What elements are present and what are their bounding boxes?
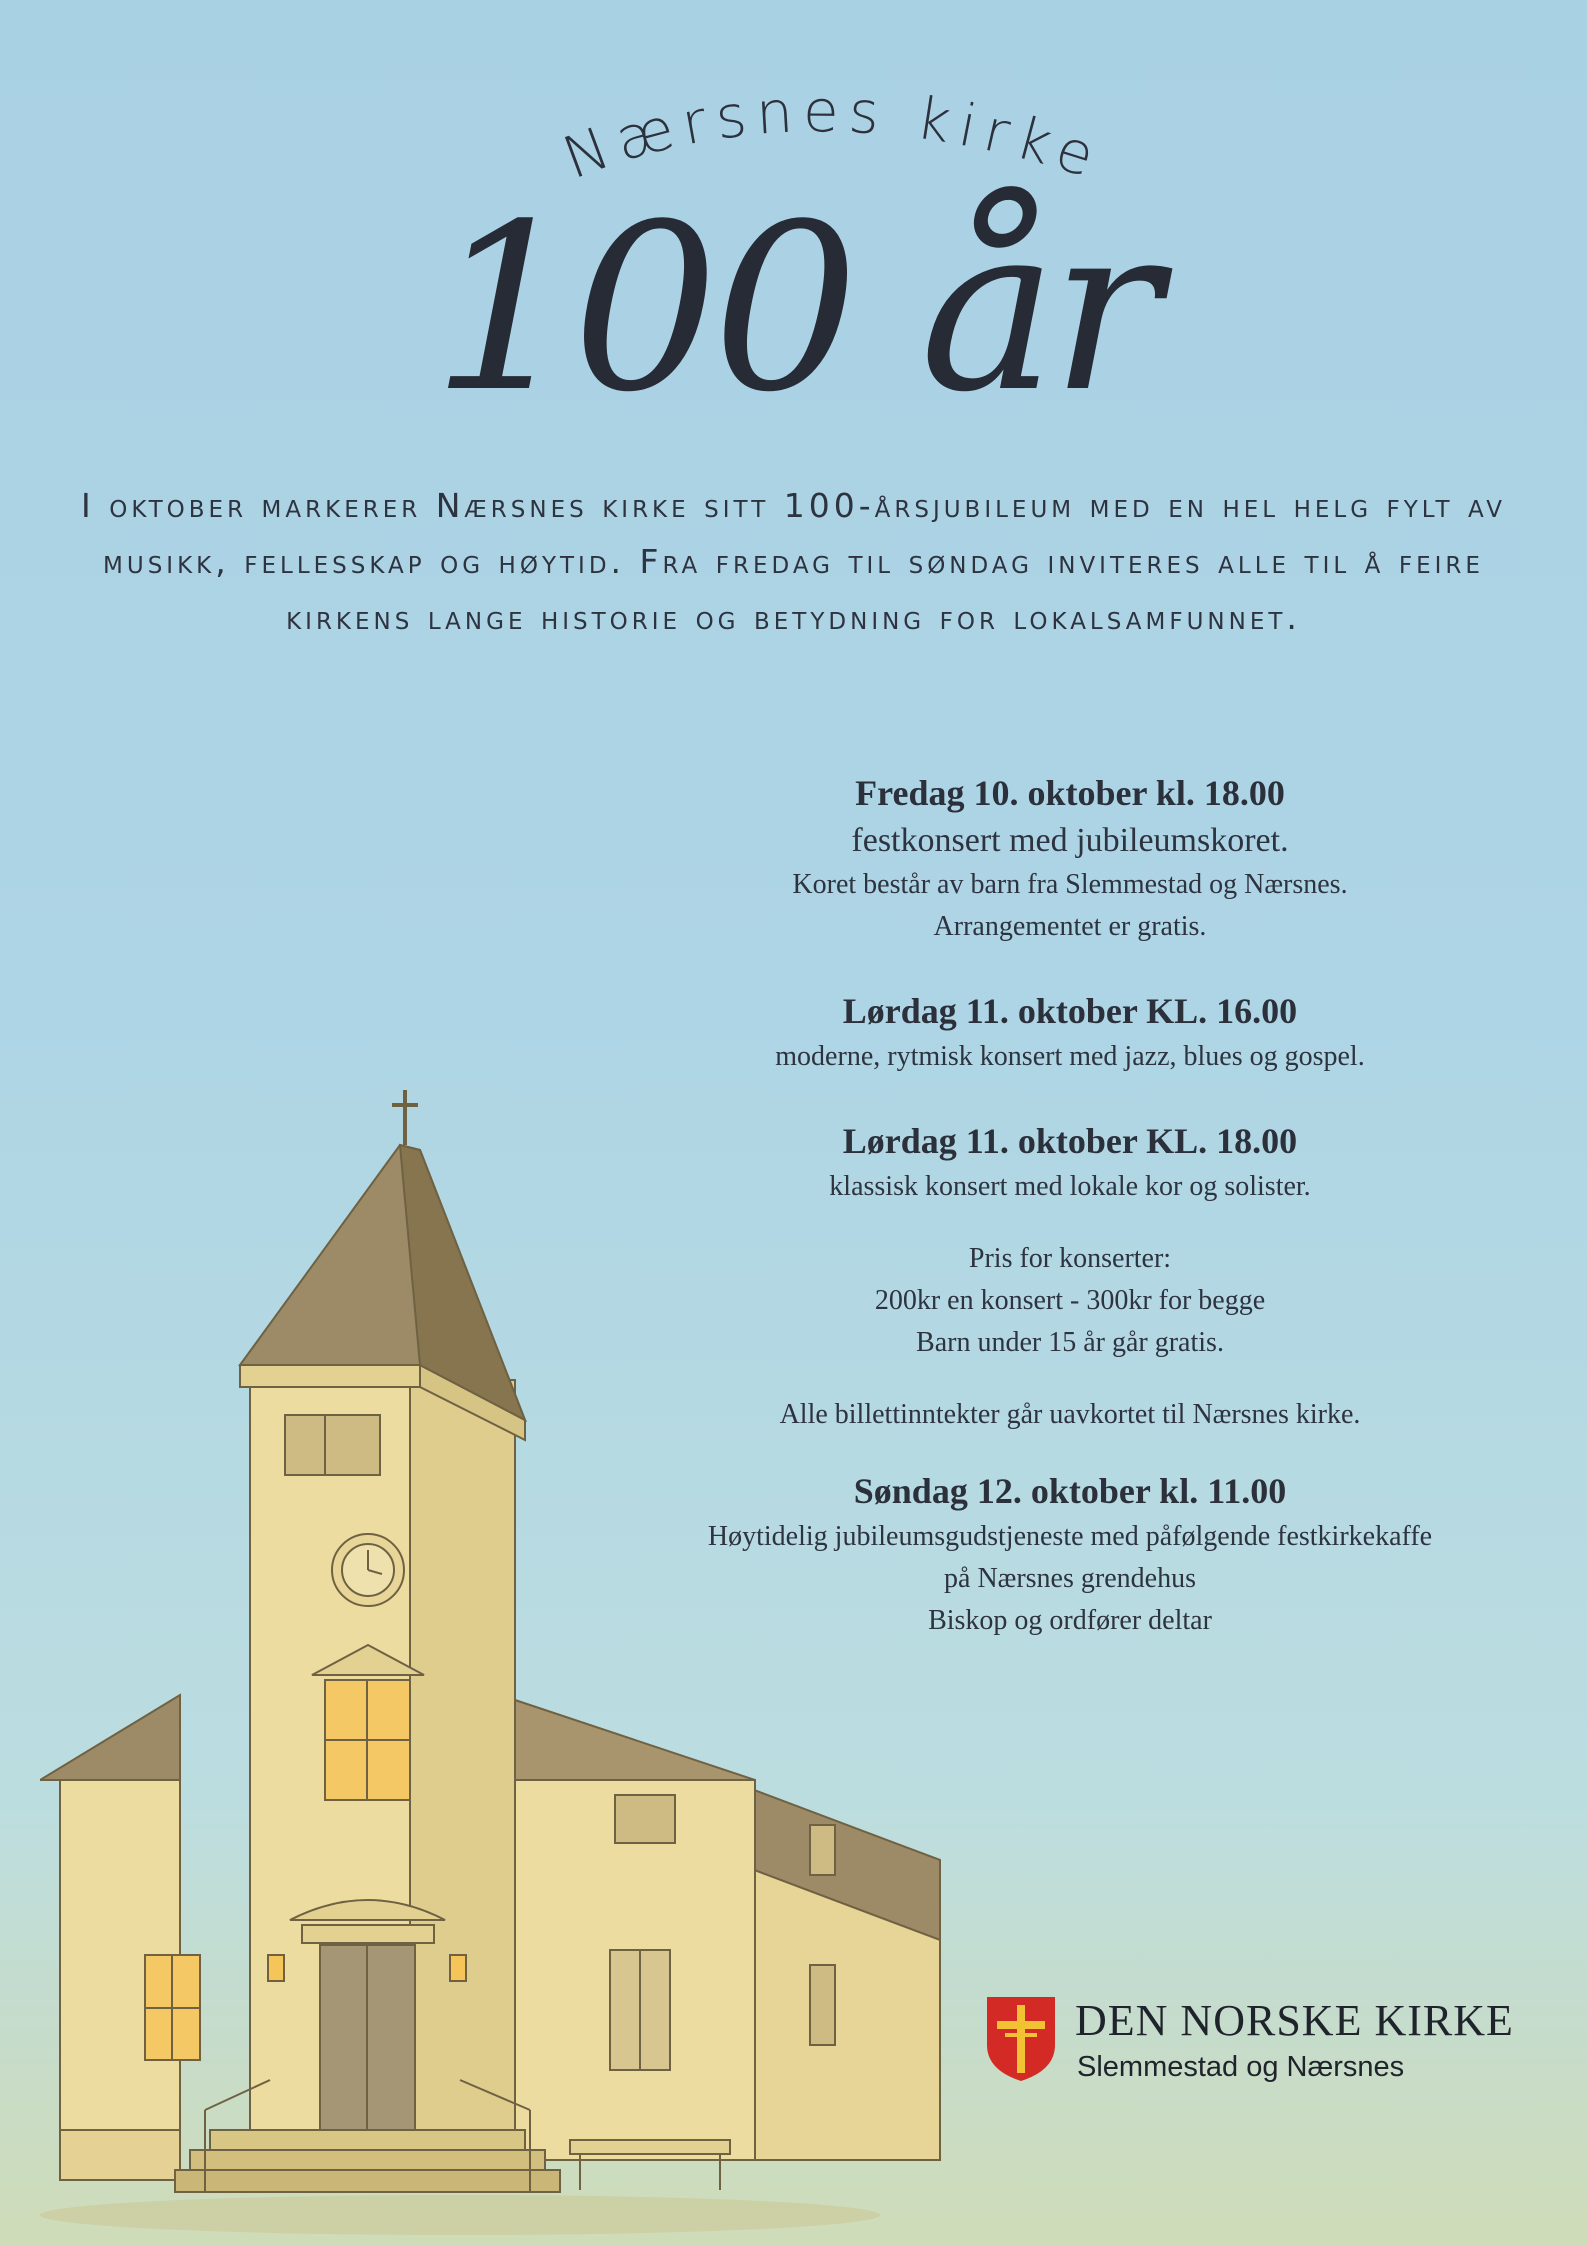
event-4-line-3: Biskop og ordfører deltar — [928, 1605, 1212, 1636]
arch-title-text: Nærsnes kirke — [554, 77, 1111, 193]
church-building-illustration — [40, 1080, 960, 2245]
den-norske-kirke-logo — [985, 1995, 1545, 2095]
intro-paragraph: I oktober markerer Nærsnes kirke sitt 100-årsjubileum med en hel helg fylt av musikk, fellesskap og høytid. Fra fredag til søndag inviteres alle til å feire kirkens lange historie og betydning for lokalsamfunnet. — [81, 486, 1506, 637]
price-heading: Pris for konserter: — [968, 1243, 1172, 1274]
event-4-heading: Søndag 12. oktober kl. 11.00 — [853, 1471, 1287, 1511]
event-3-heading: Lørdag 11. oktober KL. 18.00 — [842, 1121, 1298, 1161]
event-2-line-1: moderne, rytmisk konsert med jazz, blues og gospel. — [775, 1041, 1365, 1072]
event-1-heading: Fredag 10. oktober kl. 18.00 — [855, 773, 1285, 813]
event-2-heading: Lørdag 11. oktober KL. 16.00 — [842, 991, 1298, 1031]
church-shield-icon — [985, 1995, 1057, 2083]
event-1-line-2: Arrangementet er gratis. — [933, 911, 1207, 942]
jubilee-title: 100 år — [431, 176, 1156, 443]
event-1-title: festkonsert med jubileumskoret. — [851, 822, 1289, 859]
logo-parish-name: Slemmestad og Nærsnes — [1077, 2051, 1405, 2083]
event-3-line-1: klassisk konsert med lokale kor og solister. — [829, 1171, 1311, 1202]
proceeds-note: Alle billettinntekter går uavkortet til Nærsnes kirke. — [779, 1399, 1361, 1430]
logo-organization-name: DEN NORSKE KIRKE — [1075, 1996, 1514, 2045]
price-line-1: 200kr en konsert - 300kr for begge — [874, 1285, 1266, 1316]
event-4-line-1: Høytidelig jubileumsgudstjeneste med påfølgende festkirkekaffe — [707, 1521, 1433, 1552]
event-4-line-2: på Nærsnes grendehus — [944, 1563, 1196, 1594]
price-line-2: Barn under 15 år går gratis. — [916, 1327, 1224, 1358]
event-1-line-1: Koret består av barn fra Slemmestad og Nærsnes. — [792, 869, 1348, 900]
